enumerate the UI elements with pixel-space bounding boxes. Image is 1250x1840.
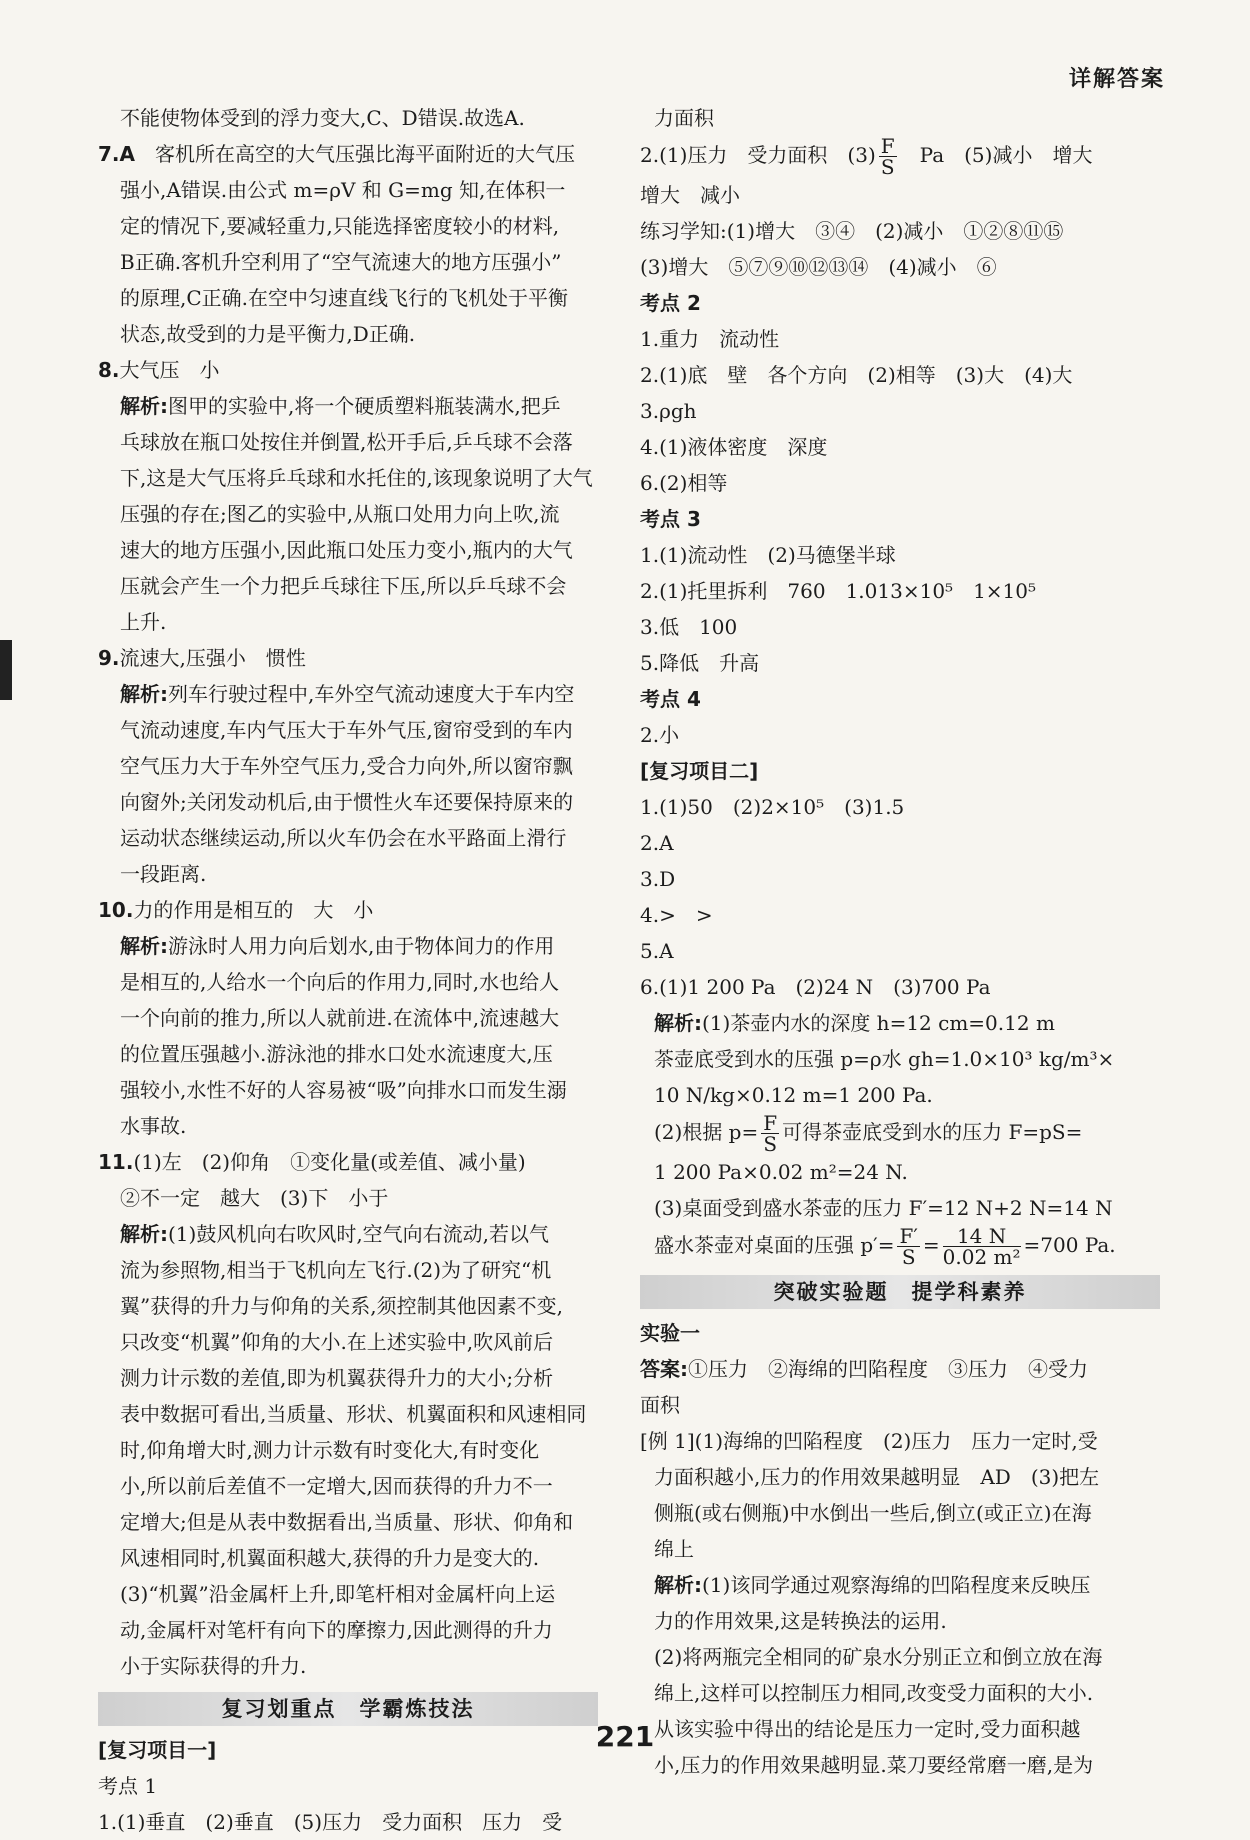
text-line: B正确.客机升空利用了“空气流速大的地方压强小” bbox=[120, 250, 562, 274]
text-line: 6.(2)相等 bbox=[640, 471, 728, 495]
text-line: 测力计示数的差值,即为机翼获得升力的大小;分析 bbox=[120, 1366, 554, 1390]
text-line: (1)该同学通过观察海绵的凹陷程度来反映压 bbox=[702, 1573, 1091, 1597]
answer-10 bbox=[98, 892, 598, 1144]
text-line: 10 N/kg×0.12 m=1 200 Pa. bbox=[654, 1083, 933, 1107]
text-line: 绵上 bbox=[654, 1537, 694, 1561]
text-line: 的原理,C正确.在空中匀速直线飞行的飞机处于平衡 bbox=[120, 286, 569, 310]
question-number: 7. bbox=[98, 142, 120, 166]
fraction-numerator: F′ bbox=[899, 1224, 918, 1248]
text-line: 茶壶底受到水的压强 p=ρ水 gh=1.0×10³ kg/m³× bbox=[654, 1047, 1115, 1071]
fraction-denominator: 0.02 m² bbox=[942, 1245, 1021, 1269]
text-line: 运动状态继续运动,所以火车仍会在水平路面上滑行 bbox=[120, 826, 567, 850]
answer-value: (1)左 (2)仰角 ①变化量(或差值、减小量) bbox=[133, 1150, 526, 1174]
text-line: 一段距离. bbox=[120, 862, 207, 886]
text-line: (1)鼓风机向右吹风时,空气向右流动,若以气 bbox=[168, 1222, 550, 1246]
question-number: 10. bbox=[98, 898, 134, 922]
text-line: (2)根据 p= bbox=[654, 1120, 759, 1144]
text-line: 4.> > bbox=[640, 903, 713, 927]
left-column bbox=[98, 100, 598, 1840]
question-number: 8. bbox=[98, 358, 120, 382]
text-line: 5.降低 升高 bbox=[640, 651, 760, 675]
text-line: 水事故. bbox=[120, 1114, 187, 1138]
key-point-heading: 考点 3 bbox=[640, 507, 701, 531]
page-number: 221 bbox=[595, 1720, 655, 1753]
text-line: 风速相同时,机翼面积越大,获得的升力是变大的. bbox=[120, 1546, 540, 1570]
text-line: 盛水茶壶对桌面的压强 p′= bbox=[654, 1233, 895, 1257]
text-line: 下,这是大气压将乒乓球和水托住的,该现象说明了大气 bbox=[120, 466, 593, 490]
text-line: 2.(1)底 壁 各个方向 (2)相等 (3)大 (4)大 bbox=[640, 363, 1073, 387]
answer-value: ②不一定 越大 (3)下 小于 bbox=[120, 1186, 389, 1210]
text-line: 翼”获得的升力与仰角的关系,须控制其他因素不变, bbox=[120, 1294, 563, 1318]
text-line: 压强的存在;图乙的实验中,从瓶口处用力向上吹,流 bbox=[120, 502, 560, 526]
review-heading: [复习项目二] bbox=[640, 759, 759, 783]
text-line: 向窗外;关闭发动机后,由于惯性火车还要保持原来的 bbox=[120, 790, 574, 814]
text-line: 不能使物体受到的浮力变大,C、D错误.故选A. bbox=[120, 106, 525, 130]
text-line: 时,仰角增大时,测力计示数有时变化大,有时变化 bbox=[120, 1438, 540, 1462]
text-line: 面积 bbox=[640, 1393, 680, 1417]
text-line: ①压力 ②海绵的凹陷程度 ③压力 ④受力 bbox=[688, 1357, 1088, 1381]
text-line: 2.A bbox=[640, 831, 674, 855]
analysis-label: 解析: bbox=[120, 394, 168, 418]
fraction bbox=[761, 1113, 779, 1154]
text-line: 2.小 bbox=[640, 723, 680, 747]
review-heading: [复习项目一] bbox=[98, 1738, 217, 1762]
text-line: 强较小,水性不好的人容易被“吸”向排水口而发生溺 bbox=[120, 1078, 567, 1102]
text-line: 绵上,这样可以控制压力相同,改变受力面积的大小. bbox=[654, 1681, 1094, 1705]
fraction-numerator: F bbox=[880, 134, 895, 158]
text-line: Pa (5)减小 增大 bbox=[899, 143, 1093, 167]
fraction bbox=[943, 1226, 1021, 1267]
answer-value: 流速大,压强小 惯性 bbox=[119, 646, 306, 670]
text-line: 定的情况下,要减轻重力,只能选择密度较小的材料, bbox=[120, 214, 560, 238]
text-line: 是相互的,人给水一个向后的作用力,同时,水也给人 bbox=[120, 970, 560, 994]
text-line: 状态,故受到的力是平衡力,D正确. bbox=[120, 322, 416, 346]
text-line: 游泳时人用力向后划水,由于物体间力的作用 bbox=[168, 934, 555, 958]
answer-9 bbox=[98, 640, 598, 892]
text-line: 力面积越小,压力的作用效果越明显 AD (3)把左 bbox=[654, 1465, 1100, 1489]
text-line: 的位置压强越小.游泳池的排水口处水流速度大,压 bbox=[120, 1042, 553, 1066]
fraction bbox=[897, 1226, 919, 1267]
page-edge-mark bbox=[0, 640, 12, 700]
text-line: 侧瓶(或右侧瓶)中水倒出一些后,倒立(或正立)在海 bbox=[654, 1501, 1092, 1525]
text-line: 3.ρgh bbox=[640, 399, 697, 423]
text-line: 列车行驶过程中,车外空气流动速度大于车内空 bbox=[168, 682, 575, 706]
fraction-numerator: 14 N bbox=[943, 1226, 1021, 1247]
text-line: 气流动速度,车内气压大于车外气压,窗帘受到的车内 bbox=[120, 718, 573, 742]
text-line: 4.(1)液体密度 深度 bbox=[640, 435, 828, 459]
text-line: 一个向前的推力,所以人就前进.在流体中,流速越大 bbox=[120, 1006, 560, 1030]
text-line: 流为参照物,相当于飞机向左飞行.(2)为了研究“机 bbox=[120, 1258, 552, 1282]
question-number: 11. bbox=[98, 1150, 134, 1174]
key-point-heading: 考点 4 bbox=[640, 687, 701, 711]
experiment-heading: 实验一 bbox=[640, 1321, 700, 1345]
text-line: 1.(1)流动性 (2)马德堡半球 bbox=[640, 543, 896, 567]
text-line: 1 200 Pa×0.02 m²=24 N. bbox=[654, 1160, 908, 1184]
text-line: (3)“机翼”沿金属杆上升,即笔杆相对金属杆向上运 bbox=[120, 1582, 556, 1606]
text-line: 1.(1)垂直 (2)垂直 (5)压力 受力面积 压力 受 bbox=[98, 1810, 563, 1834]
answer-value: 力的作用是相互的 大 小 bbox=[133, 898, 374, 922]
question-number: 9. bbox=[98, 646, 120, 670]
text-line: 上升. bbox=[120, 610, 167, 634]
text-line: 2.(1)托里拆利 760 1.013×10⁵ 1×10⁵ bbox=[640, 579, 1037, 603]
answer-value: A bbox=[119, 142, 135, 166]
text-line: 乓球放在瓶口处按住并倒置,松开手后,乒乓球不会落 bbox=[120, 430, 573, 454]
fraction-denominator: S bbox=[880, 155, 895, 179]
text-line: (2)将两瓶完全相同的矿泉水分别正立和倒立放在海 bbox=[654, 1645, 1103, 1669]
analysis-label: 解析: bbox=[120, 682, 168, 706]
answer-8 bbox=[98, 352, 598, 640]
answer-11 bbox=[98, 1144, 598, 1684]
text-line: 可得茶壶底受到水的压力 F=pS= bbox=[782, 1120, 1083, 1144]
equals-sign: = bbox=[922, 1233, 940, 1257]
text-line: 图甲的实验中,将一个硬质塑料瓶装满水,把乒 bbox=[168, 394, 561, 418]
text-line: 压就会产生一个力把乒乓球往下压,所以乒乓球不会 bbox=[120, 574, 567, 598]
fraction-denominator: S bbox=[763, 1132, 778, 1156]
section-banner: 复习划重点 学霸炼技法 bbox=[98, 1692, 598, 1726]
text-line: 小,所以前后差值不一定增大,因而获得的升力不一 bbox=[120, 1474, 553, 1498]
text-line: 练习学知:(1)增大 ③④ (2)减小 ①②⑧⑪⑮ bbox=[640, 219, 1064, 243]
text-line: 1.重力 流动性 bbox=[640, 327, 780, 351]
text-line: (1)茶壶内水的深度 h=12 cm=0.12 m bbox=[702, 1011, 1055, 1035]
analysis-label: 解析: bbox=[654, 1011, 702, 1035]
text-line: 1.(1)50 (2)2×10⁵ (3)1.5 bbox=[640, 795, 905, 819]
text-line: 客机所在高空的大气压强比海平面附近的大气压 bbox=[155, 142, 575, 166]
key-point-heading: 考点 2 bbox=[640, 291, 701, 315]
text-line: (3)增大 ⑤⑦⑨⑩⑫⑬⑭ (4)减小 ⑥ bbox=[640, 255, 997, 279]
text-line: 强小,A错误.由公式 m=ρV 和 G=mg 知,在体积一 bbox=[120, 178, 566, 202]
text-line: 表中数据可看出,当质量、形状、机翼面积和风速相同 bbox=[120, 1402, 587, 1426]
text-line: 只改变“机翼”仰角的大小.在上述实验中,吹风前后 bbox=[120, 1330, 554, 1354]
text-line: 从该实验中得出的结论是压力一定时,受力面积越 bbox=[654, 1717, 1081, 1741]
answer-value: 大气压 小 bbox=[119, 358, 220, 382]
answer-label: 答案: bbox=[640, 1357, 688, 1381]
text-line: 6.(1)1 200 Pa (2)24 N (3)700 Pa bbox=[640, 975, 991, 999]
text-line: 增大 减小 bbox=[640, 183, 740, 207]
text-line: =700 Pa. bbox=[1023, 1233, 1116, 1257]
text-line: 2.(1)压力 受力面积 (3) bbox=[640, 143, 876, 167]
analysis-label: 解析: bbox=[120, 1222, 168, 1246]
fraction bbox=[879, 136, 897, 177]
analysis-label: 解析: bbox=[654, 1573, 702, 1597]
section-banner: 突破实验题 提学科素养 bbox=[640, 1275, 1160, 1309]
text-line: (3)桌面受到盛水茶壶的压力 F′=12 N+2 N=14 N bbox=[654, 1196, 1113, 1220]
text-line: 力的作用效果,这是转换法的运用. bbox=[654, 1609, 947, 1633]
text-line: 5.A bbox=[640, 939, 674, 963]
text-line: [例 1](1)海绵的凹陷程度 (2)压力 压力一定时,受 bbox=[640, 1429, 1098, 1453]
page-header-title: 详解答案 bbox=[1068, 67, 1165, 92]
text-line: 小,压力的作用效果越明显.菜刀要经常磨一磨,是为 bbox=[654, 1753, 1094, 1777]
text-line: 定增大;但是从表中数据看出,当质量、形状、仰角和 bbox=[120, 1510, 574, 1534]
right-column bbox=[640, 100, 1160, 1783]
text-line: 力面积 bbox=[654, 106, 714, 130]
text-line: 3.D bbox=[640, 867, 676, 891]
text-line: 速大的地方压强小,因此瓶口处压力变小,瓶内的大气 bbox=[120, 538, 573, 562]
analysis-label: 解析: bbox=[120, 934, 168, 958]
fraction-denominator: S bbox=[901, 1245, 916, 1269]
text-line: 空气压力大于车外空气压力,受合力向外,所以窗帘飘 bbox=[120, 754, 573, 778]
key-point-heading: 考点 1 bbox=[98, 1774, 158, 1798]
text-line: 动,金属杆对笔杆有向下的摩擦力,因此测得的升力 bbox=[120, 1618, 553, 1642]
text-line: 3.低 100 bbox=[640, 615, 738, 639]
answer-7 bbox=[98, 136, 598, 352]
fraction-numerator: F bbox=[763, 1111, 778, 1135]
text-line: 小于实际获得的升力. bbox=[120, 1654, 307, 1678]
